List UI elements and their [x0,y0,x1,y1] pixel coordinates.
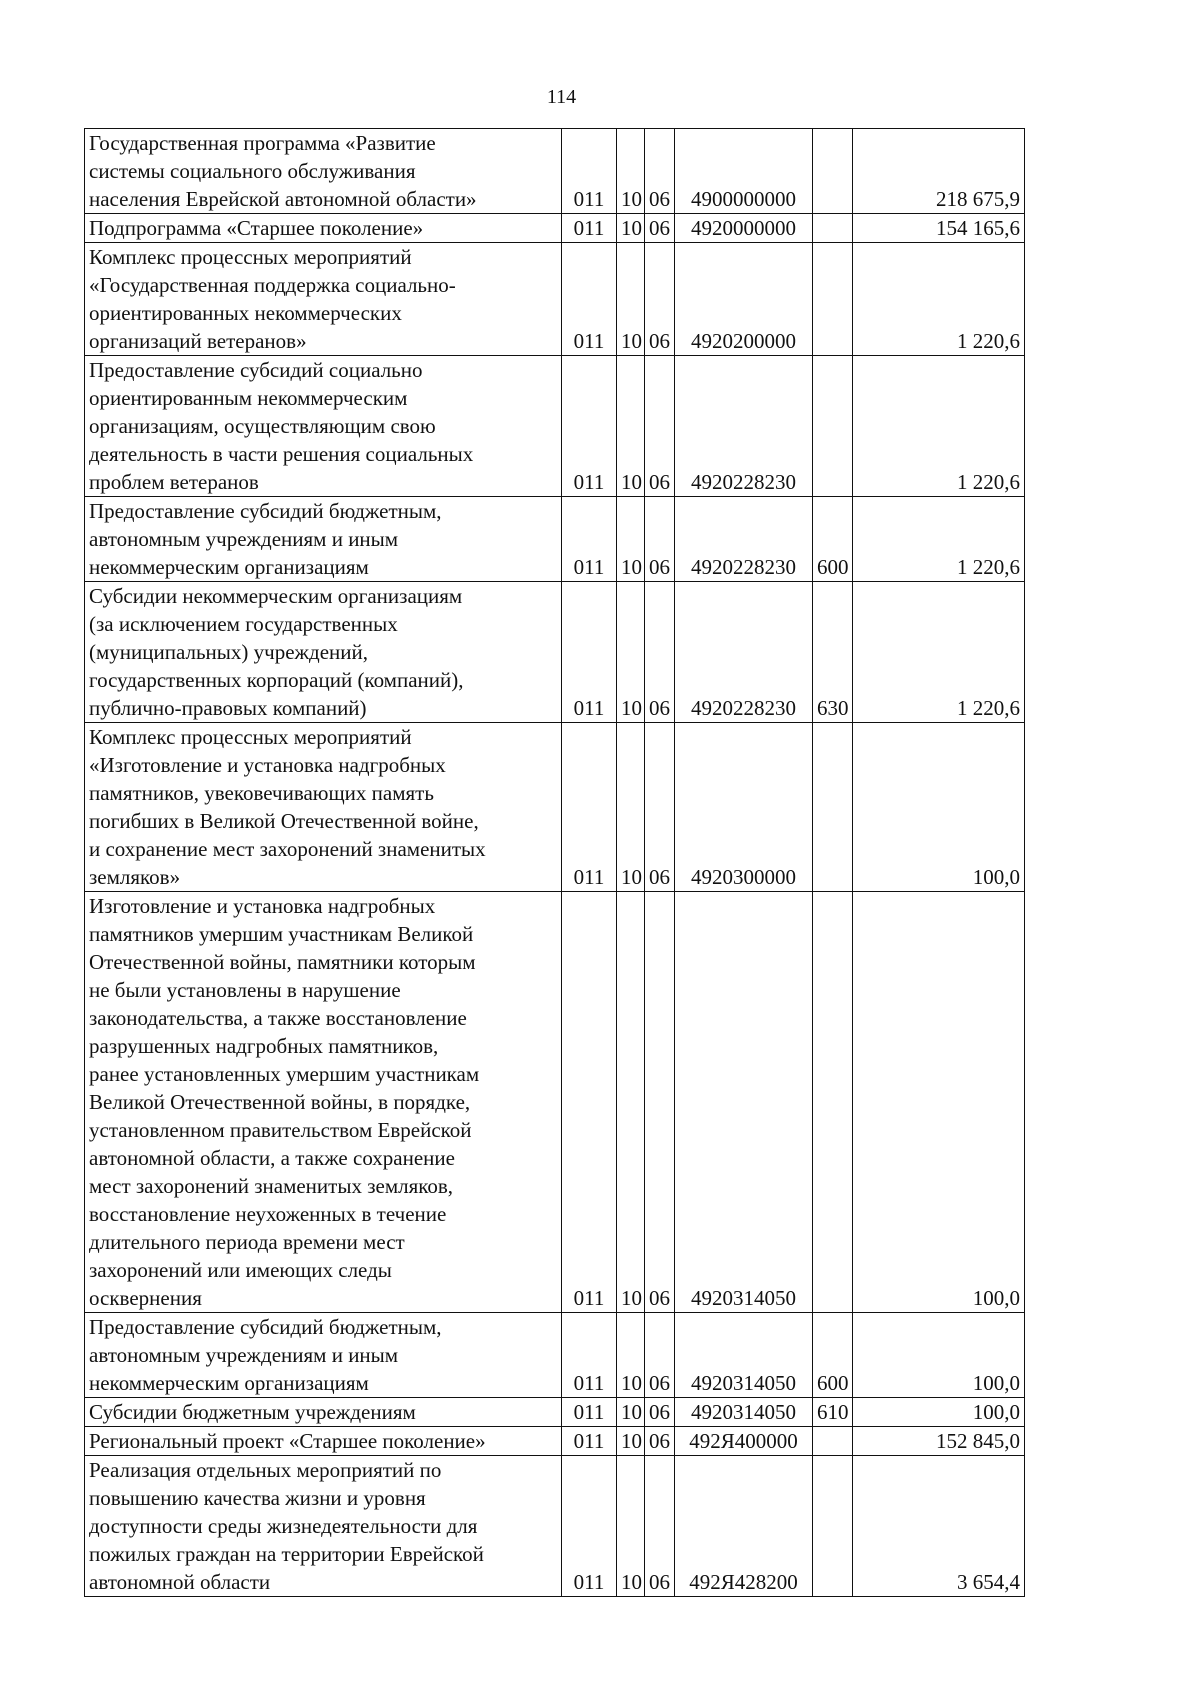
item-name-line: ориентированным некоммерческим [89,386,408,410]
item-name-line: некоммерческим организациям [89,1371,369,1395]
section-code-cell: 10 [617,1313,645,1398]
item-name-line: организаций ветеранов» [89,329,307,353]
section-code-cell: 10 [617,892,645,1313]
item-name-cell [85,497,562,582]
item-name-line: Субсидии некоммерческим организациям [89,584,463,608]
target-article-cell: 4920200000 [675,243,813,356]
amount-cell: 1 220,6 [853,243,1025,356]
amount-cell: 1 220,6 [853,497,1025,582]
item-name-line: автономной области [89,1570,271,1594]
item-name-line: Изготовление и установка надгробных [89,894,436,918]
item-name-line: автономным учреждениям и иным [89,527,399,551]
item-name-line: (за исключением государственных [89,612,398,636]
expense-type-cell: 600 [813,497,853,582]
target-article-cell: 4920228230 [675,356,813,497]
subsection-code-cell: 06 [645,723,675,892]
expense-type-cell [813,214,853,243]
ministry-code-cell: 011 [562,1427,617,1456]
item-name-cell [85,214,562,243]
table-row [85,582,1025,723]
table-row [85,1313,1025,1398]
item-name-cell [85,892,562,1313]
amount-cell: 100,0 [853,723,1025,892]
amount-cell: 152 845,0 [853,1427,1025,1456]
ministry-code-cell: 011 [562,723,617,892]
item-name-line: Отечественной войны, памятники которым [89,950,476,974]
amount-cell: 1 220,6 [853,356,1025,497]
amount-cell: 100,0 [853,892,1025,1313]
item-name-line: пожилых граждан на территории Еврейской [89,1542,484,1566]
item-name-line: «Изготовление и установка надгробных [89,753,446,777]
item-name-line: Подпрограмма «Старшее поколение» [89,216,424,240]
item-name-line: Комплекс процессных мероприятий [89,245,412,269]
item-name-line: осквернения [89,1286,202,1310]
item-name-line: системы социального обслуживания [89,159,416,183]
item-name-line: организациям, осуществляющим свою [89,414,436,438]
item-name-line: автономным учреждениям и иным [89,1343,399,1367]
item-name-line: захоронений или имеющих следы [89,1258,392,1282]
table-row [85,214,1025,243]
item-name-line: разрушенных надгробных памятников, [89,1034,439,1058]
ministry-code-cell: 011 [562,582,617,723]
item-name-cell [85,723,562,892]
item-name-line: Субсидии бюджетным учреждениям [89,1400,416,1424]
item-name-line: проблем ветеранов [89,470,259,494]
item-name-line: Предоставление субсидий социально [89,358,423,382]
item-name-line: (муниципальных) учреждений, [89,640,368,664]
expense-type-cell: 610 [813,1398,853,1427]
item-name-cell [85,243,562,356]
table-row [85,356,1025,497]
item-name-line: публично-правовых компаний) [89,696,367,720]
item-name-line: восстановление неухоженных в течение [89,1202,447,1226]
target-article-cell: 492Я428200 [675,1456,813,1597]
expense-type-cell: 600 [813,1313,853,1398]
ministry-code-cell: 011 [562,1313,617,1398]
expense-type-cell [813,356,853,497]
item-name-line: доступности среды жизнедеятельности для [89,1514,478,1538]
table-row [85,129,1025,214]
item-name-line: мест захоронений знаменитых земляков, [89,1174,454,1198]
target-article-cell: 4920314050 [675,892,813,1313]
expense-type-cell [813,1427,853,1456]
target-article-cell: 4920228230 [675,582,813,723]
subsection-code-cell: 06 [645,892,675,1313]
item-name-line: земляков» [89,865,181,889]
subsection-code-cell: 06 [645,497,675,582]
item-name-line: Государственная программа «Развитие [89,131,436,155]
ministry-code-cell: 011 [562,214,617,243]
item-name-line: Великой Отечественной войны, в порядке, [89,1090,471,1114]
amount-cell: 3 654,4 [853,1456,1025,1597]
item-name-line: памятников умершим участникам Великой [89,922,474,946]
item-name-cell [85,582,562,723]
table-row [85,1398,1025,1427]
item-name-line: памятников, увековечивающих память [89,781,434,805]
item-name-cell [85,1456,562,1597]
item-name-line: и сохранение мест захоронений знаменитых [89,837,486,861]
table-row [85,243,1025,356]
item-name-line: длительного периода времени мест [89,1230,405,1254]
subsection-code-cell: 06 [645,1398,675,1427]
table-row [85,892,1025,1313]
subsection-code-cell: 06 [645,1313,675,1398]
item-name-line: деятельность в части решения социальных [89,442,474,466]
section-code-cell: 10 [617,1456,645,1597]
item-name-cell [85,129,562,214]
table-row [85,497,1025,582]
expense-type-cell: 630 [813,582,853,723]
ministry-code-cell: 011 [562,1398,617,1427]
amount-cell: 154 165,6 [853,214,1025,243]
section-code-cell: 10 [617,582,645,723]
item-name-line: автономной области, а также сохранение [89,1146,455,1170]
ministry-code-cell: 011 [562,497,617,582]
ministry-code-cell: 011 [562,356,617,497]
target-article-cell: 4920314050 [675,1313,813,1398]
item-name-line: «Государственная поддержка социально- [89,273,456,297]
item-name-line: установленном правительством Еврейской [89,1118,472,1142]
table-row [85,1427,1025,1456]
amount-cell: 100,0 [853,1398,1025,1427]
amount-cell: 1 220,6 [853,582,1025,723]
section-code-cell: 10 [617,243,645,356]
item-name-line: государственных корпораций (компаний), [89,668,464,692]
page-number: 114 [546,86,577,108]
section-code-cell: 10 [617,1427,645,1456]
subsection-code-cell: 06 [645,214,675,243]
ministry-code-cell: 011 [562,243,617,356]
ministry-code-cell: 011 [562,892,617,1313]
section-code-cell: 10 [617,214,645,243]
target-article-cell: 4920000000 [675,214,813,243]
budget-table-body [85,129,1025,1597]
item-name-line: законодательства, а также восстановление [89,1006,467,1030]
item-name-cell [85,1398,562,1427]
item-name-line: населения Еврейской автономной области» [89,187,477,211]
expense-type-cell [813,1456,853,1597]
section-code-cell: 10 [617,1398,645,1427]
budget-table [84,128,1025,1597]
item-name-line: погибших в Великой Отечественной войне, [89,809,479,833]
item-name-cell [85,356,562,497]
target-article-cell: 4920314050 [675,1398,813,1427]
item-name-line: Предоставление субсидий бюджетным, [89,1315,442,1339]
item-name-line: ранее установленных умершим участникам [89,1062,480,1086]
subsection-code-cell: 06 [645,1456,675,1597]
subsection-code-cell: 06 [645,129,675,214]
target-article-cell: 492Я400000 [675,1427,813,1456]
expense-type-cell [813,892,853,1313]
item-name-line: ориентированных некоммерческих [89,301,402,325]
item-name-line: Предоставление субсидий бюджетным, [89,499,442,523]
section-code-cell: 10 [617,497,645,582]
target-article-cell: 4900000000 [675,129,813,214]
target-article-cell: 4920300000 [675,723,813,892]
expense-type-cell [813,243,853,356]
expense-type-cell [813,129,853,214]
subsection-code-cell: 06 [645,243,675,356]
item-name-line: Комплекс процессных мероприятий [89,725,412,749]
ministry-code-cell: 011 [562,129,617,214]
subsection-code-cell: 06 [645,356,675,497]
ministry-code-cell: 011 [562,1456,617,1597]
amount-cell: 218 675,9 [853,129,1025,214]
item-name-line: повышению качества жизни и уровня [89,1486,426,1510]
section-code-cell: 10 [617,129,645,214]
section-code-cell: 10 [617,723,645,892]
target-article-cell: 4920228230 [675,497,813,582]
subsection-code-cell: 06 [645,582,675,723]
item-name-cell [85,1427,562,1456]
item-name-line: Региональный проект «Старшее поколение» [89,1429,486,1453]
table-row [85,723,1025,892]
table-row [85,1456,1025,1597]
amount-cell: 100,0 [853,1313,1025,1398]
item-name-line: Реализация отдельных мероприятий по [89,1458,442,1482]
item-name-line: не были установлены в нарушение [89,978,401,1002]
expense-type-cell [813,723,853,892]
subsection-code-cell: 06 [645,1427,675,1456]
item-name-line: некоммерческим организациям [89,555,369,579]
section-code-cell: 10 [617,356,645,497]
item-name-cell [85,1313,562,1398]
